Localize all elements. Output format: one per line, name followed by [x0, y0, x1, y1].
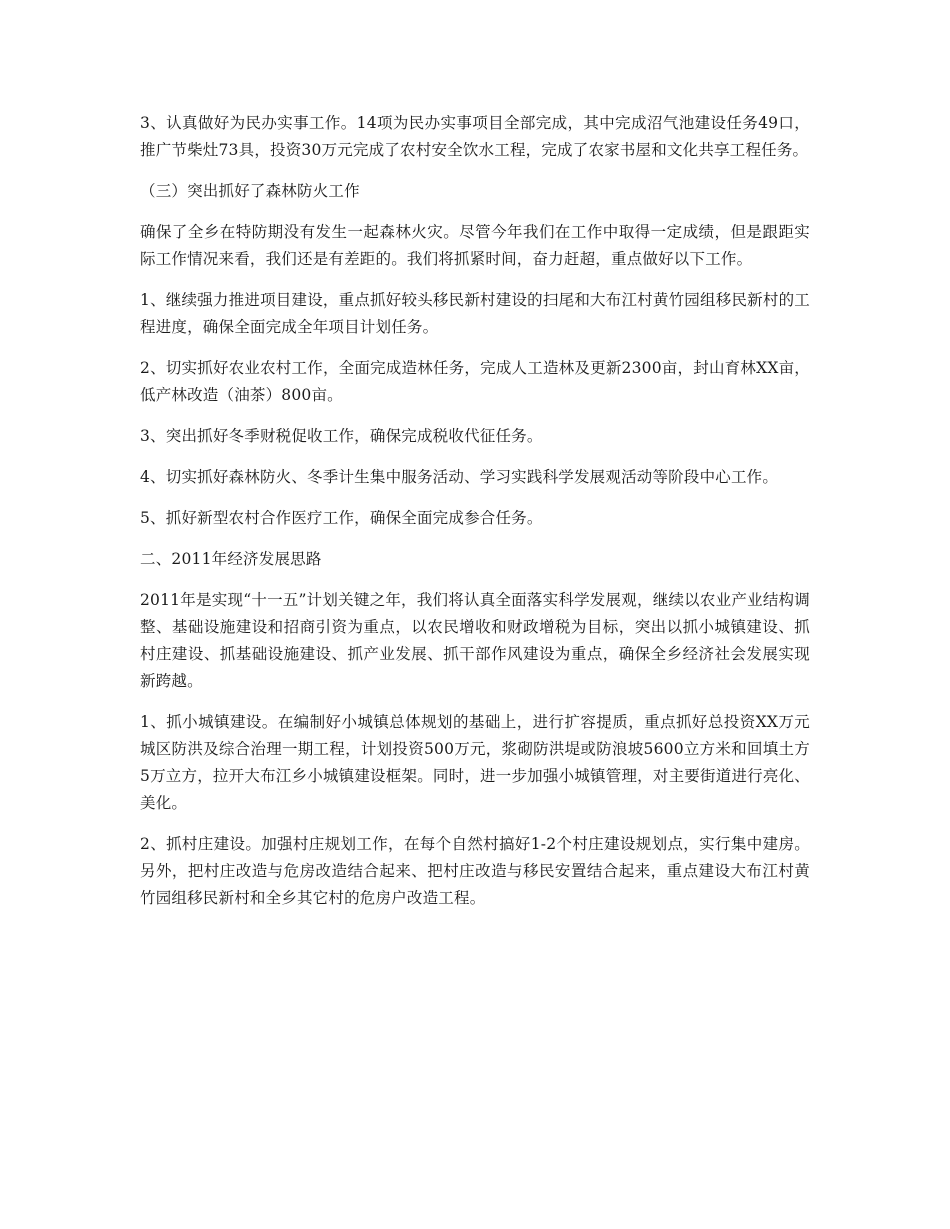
- paragraph-project-construction: 1、继续强力推进项目建设，重点抓好较头移民新村建设的扫尾和大布江村黄竹园组移民新村的工程进度，确保全面完成全年项目计划任务。: [140, 291, 810, 336]
- paragraph-agriculture: 2、切实抓好农业农村工作，全面完成造林任务，完成人工造林及更新2300亩，封山育林XX亩，低产林改造（油茶）800亩。: [140, 359, 810, 404]
- paragraph-fire-summary: 确保了全乡在特防期没有发生一起森林火灾。尽管今年我们在工作中取得一定成绩，但是跟距实际工作情况来看，我们还是有差距的。我们将抓紧时间，奋力赶超，重点做好以下工作。: [140, 223, 810, 268]
- paragraph-central-work: 4、切实抓好森林防火、冬季计生集中服务活动、学习实践科学发展观活动等阶段中心工作。: [140, 468, 779, 486]
- paragraph-2011-overview: 2011年是实现“十一五”计划关键之年，我们将认真全面落实科学发展观，继续以农业产业结构调整、基础设施建设和招商引资为重点，以农民增收和财政增税为目标，突出以抓小城镇建设、抓村庄建设、抓基础设施建设、抓产业发展、抓干部作风建设为重点，确保全乡经济社会发展实现新跨越。: [140, 591, 810, 690]
- section-heading-2011: 二、2011年经济发展思路: [140, 550, 322, 568]
- paragraph-small-town: 1、抓小城镇建设。在编制好小城镇总体规划的基础上，进行扩容提质，重点抓好总投资XX万元城区防洪及综合治理一期工程，计划投资500万元，浆砌防洪堤或防浪坡5600立方米和回填土方5万立方，拉开大布江乡小城镇建设框架。同时，进一步加强小城镇管理，对主要街道进行亮化、美化。: [140, 713, 810, 812]
- section-heading-forest-fire: （三）突出抓好了森林防火工作: [140, 182, 360, 200]
- paragraph-medical: 5、抓好新型农村合作医疗工作，确保全面完成参合任务。: [140, 509, 543, 527]
- paragraph-village: 2、抓村庄建设。加强村庄规划工作，在每个自然村搞好1-2个村庄建设规划点，实行集中建房。另外，把村庄改造与危房改造结合起来、把村庄改造与移民安置结合起来，重点建设大布江村黄竹园组移民新村和全乡其它村的危房户改造工程。: [140, 835, 810, 907]
- paragraph-tax: 3、突出抓好冬季财税促收工作，确保完成税收代征任务。: [140, 427, 543, 445]
- document-body: [140, 110, 810, 926]
- paragraph-civil-affairs: 3、认真做好为民办实事工作。14项为民办实事项目全部完成，其中完成沼气池建设任务49口，推广节柴灶73具，投资30万元完成了农村安全饮水工程，完成了农家书屋和文化共享工程任务。: [140, 114, 810, 159]
